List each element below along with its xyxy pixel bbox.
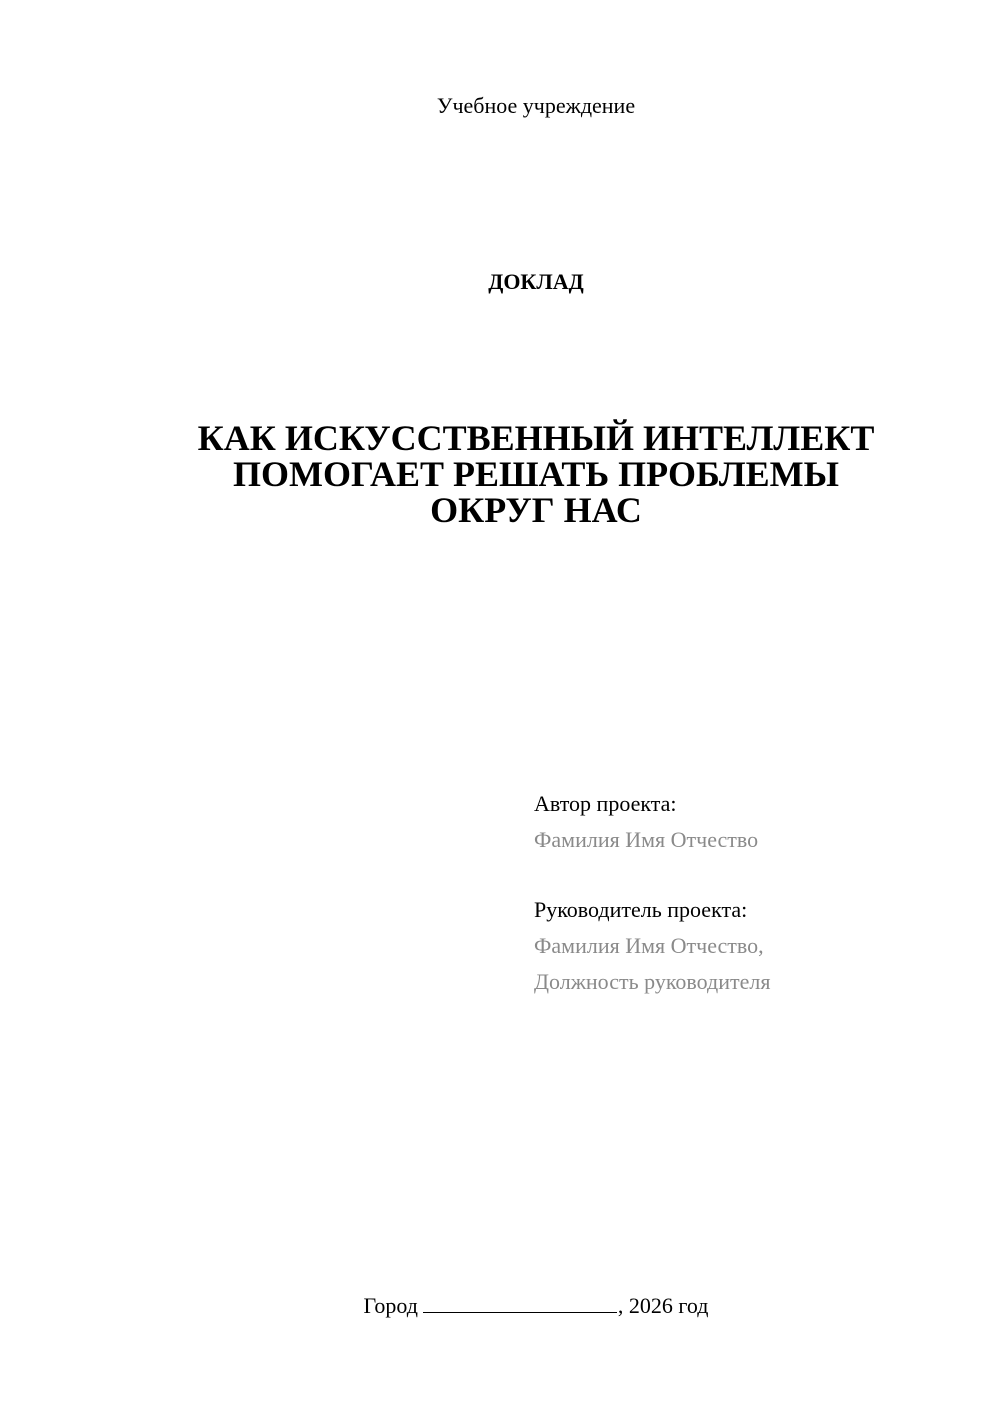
document-type: ДОКЛАД — [488, 269, 584, 294]
supervisor-name: Фамилия Имя Отчество, — [534, 933, 764, 958]
institution-name: Учебное учреждение — [436, 93, 636, 118]
supervisor-label: Руководитель проекта: — [534, 897, 748, 922]
report-title-line: ПОМОГАЕТ РЕШАТЬ ПРОБЛЕМЫ — [232, 454, 840, 494]
report-title — [100, 420, 972, 528]
info-spacer — [534, 858, 974, 892]
report-title-line: КАК ИСКУССТВЕННЫЙ ИНТЕЛЛЕКТ — [197, 418, 875, 458]
author-label: Автор проекта: — [534, 791, 677, 816]
project-info-block — [534, 786, 974, 1000]
city-label: Город — [363, 1293, 418, 1318]
report-title-line: ОКРУГ НАС — [430, 490, 642, 530]
city-year-line — [0, 1290, 1000, 1321]
year-text: , 2026 год — [617, 1293, 709, 1318]
supervisor-position: Должность руководителя — [534, 969, 771, 994]
author-name: Фамилия Имя Отчество — [534, 827, 759, 852]
city-blank-underline — [423, 1290, 617, 1313]
